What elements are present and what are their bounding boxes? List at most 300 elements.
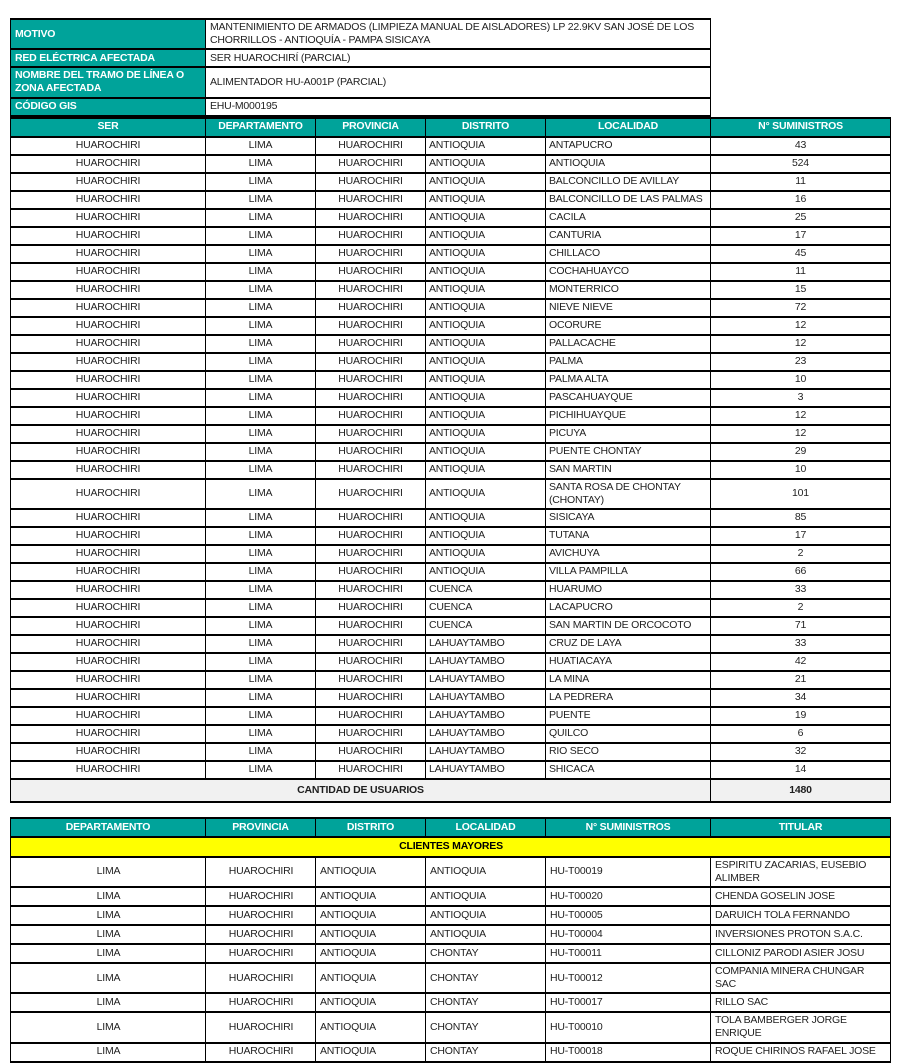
cell-departamento: LIMA [206, 707, 316, 725]
cell-departamento: LIMA [206, 407, 316, 425]
cell-provincia: HUAROCHIRI [206, 1012, 316, 1042]
cell-suministros: 12 [711, 317, 891, 335]
cell-distrito: LAHUAYTAMBO [426, 725, 546, 743]
cell-distrito: LAHUAYTAMBO [426, 635, 546, 653]
cell-suministros: 12 [711, 335, 891, 353]
cell-departamento: LIMA [206, 725, 316, 743]
cell-ser: HUAROCHIRI [11, 443, 206, 461]
table-row [11, 425, 891, 443]
cell-distrito: ANTIOQUIA [426, 527, 546, 545]
info-table [10, 18, 711, 117]
cell-provincia: HUAROCHIRI [206, 906, 316, 925]
cell-distrito: ANTIOQUIA [426, 563, 546, 581]
cell-departamento: LIMA [206, 245, 316, 263]
cell-distrito: ANTIOQUIA [426, 155, 546, 173]
cell-ser: HUAROCHIRI [11, 599, 206, 617]
clientes-mayores-banner: CLIENTES MAYORES [11, 837, 891, 857]
cell-suministros: 2 [711, 545, 891, 563]
cell-titular: CHENDA GOSELIN JOSE [711, 887, 891, 906]
cell-localidad: PICUYA [546, 425, 711, 443]
cell-departamento: LIMA [206, 353, 316, 371]
table-row [11, 209, 891, 227]
cell-provincia: HUAROCHIRI [316, 563, 426, 581]
cell-ser: HUAROCHIRI [11, 527, 206, 545]
cell-distrito: CUENCA [426, 599, 546, 617]
cell-suministros: 15 [711, 281, 891, 299]
table-row [11, 479, 891, 509]
info-value-cell: EHU-M000195 [206, 98, 711, 116]
cell-ser: HUAROCHIRI [11, 563, 206, 581]
cell-provincia: HUAROCHIRI [316, 173, 426, 191]
cell-distrito: ANTIOQUIA [426, 443, 546, 461]
cell-distrito: ANTIOQUIA [426, 509, 546, 527]
cell-suministros: 23 [711, 353, 891, 371]
cell-provincia: HUAROCHIRI [316, 407, 426, 425]
cell-departamento: LIMA [206, 155, 316, 173]
info-label-cell: RED ELÉCTRICA AFECTADA [11, 49, 206, 67]
table-row [11, 689, 891, 707]
cell-localidad: OCORURE [546, 317, 711, 335]
cell-localidad: SAN MARTIN [546, 461, 711, 479]
cell-provincia: HUAROCHIRI [206, 925, 316, 944]
cell-provincia: HUAROCHIRI [316, 281, 426, 299]
cell-localidad: CACILA [546, 209, 711, 227]
cell-distrito: ANTIOQUIA [426, 353, 546, 371]
cell-distrito: ANTIOQUIA [426, 389, 546, 407]
cell-suministro-codigo: HU-T00020 [546, 887, 711, 906]
table-row [11, 761, 891, 779]
cell-distrito: ANTIOQUIA [426, 407, 546, 425]
cell-suministro-codigo: HU-T00012 [546, 963, 711, 993]
cell-departamento: LIMA [206, 509, 316, 527]
cell-localidad: PICHIHUAYQUE [546, 407, 711, 425]
cell-departamento: LIMA [206, 443, 316, 461]
outage-notice-sheet [10, 0, 890, 1063]
cell-ser: HUAROCHIRI [11, 371, 206, 389]
cell-localidad: COCHAHUAYCO [546, 263, 711, 281]
cell-departamento: LIMA [206, 137, 316, 155]
cell-suministros: 524 [711, 155, 891, 173]
cell-provincia: HUAROCHIRI [316, 317, 426, 335]
cell-distrito: ANTIOQUIA [426, 425, 546, 443]
table-row [11, 461, 891, 479]
cell-suministros: 17 [711, 527, 891, 545]
cell-suministros: 21 [711, 671, 891, 689]
column-header: SER [11, 118, 206, 137]
cell-distrito: ANTIOQUIA [426, 461, 546, 479]
cell-provincia: HUAROCHIRI [316, 479, 426, 509]
cell-distrito: ANTIOQUIA [426, 479, 546, 509]
cell-suministros: 71 [711, 617, 891, 635]
cell-departamento: LIMA [206, 425, 316, 443]
cell-ser: HUAROCHIRI [11, 389, 206, 407]
cell-distrito: LAHUAYTAMBO [426, 761, 546, 779]
cell-suministros: 43 [711, 137, 891, 155]
cell-localidad: PALLACACHE [546, 335, 711, 353]
cell-provincia: HUAROCHIRI [316, 263, 426, 281]
cell-departamento: LIMA [206, 545, 316, 563]
cell-departamento: LIMA [206, 263, 316, 281]
cell-departamento: LIMA [11, 993, 206, 1012]
cell-provincia: HUAROCHIRI [316, 461, 426, 479]
cell-localidad: HUATIACAYA [546, 653, 711, 671]
cell-provincia: HUAROCHIRI [316, 545, 426, 563]
cell-ser: HUAROCHIRI [11, 545, 206, 563]
cell-provincia: HUAROCHIRI [316, 743, 426, 761]
cell-localidad: CHONTAY [426, 963, 546, 993]
cell-departamento: LIMA [11, 963, 206, 993]
info-row [11, 49, 711, 67]
info-value-cell: MANTENIMIENTO DE ARMADOS (LIMPIEZA MANUAL DE AISLADORES) LP 22.9KV SAN JOSÉ DE LOS CHORRILLOS - ANTIOQUÍA - PAMPA SISICAYA [206, 19, 711, 49]
cell-localidad: PUENTE [546, 707, 711, 725]
table-row [11, 635, 891, 653]
cell-departamento: LIMA [11, 887, 206, 906]
cell-departamento: LIMA [206, 689, 316, 707]
cell-ser: HUAROCHIRI [11, 245, 206, 263]
cell-departamento: LIMA [206, 371, 316, 389]
cell-distrito: ANTIOQUIA [426, 335, 546, 353]
cell-provincia: HUAROCHIRI [316, 425, 426, 443]
cell-localidad: LACAPUCRO [546, 599, 711, 617]
cell-distrito: ANTIOQUIA [426, 227, 546, 245]
table-row [11, 335, 891, 353]
cell-ser: HUAROCHIRI [11, 299, 206, 317]
cell-ser: HUAROCHIRI [11, 671, 206, 689]
cell-suministros: 101 [711, 479, 891, 509]
cell-provincia: HUAROCHIRI [316, 389, 426, 407]
cell-departamento: LIMA [206, 635, 316, 653]
column-header: PROVINCIA [316, 118, 426, 137]
cell-provincia: HUAROCHIRI [316, 299, 426, 317]
cell-distrito: LAHUAYTAMBO [426, 707, 546, 725]
cell-ser: HUAROCHIRI [11, 479, 206, 509]
cell-suministros: 16 [711, 191, 891, 209]
cell-departamento: LIMA [11, 906, 206, 925]
info-label-cell: CÓDIGO GIS [11, 98, 206, 116]
table-row [11, 563, 891, 581]
table-row [11, 1043, 891, 1062]
cell-localidad: ANTIOQUIA [546, 155, 711, 173]
cell-provincia: HUAROCHIRI [206, 963, 316, 993]
cell-titular: RILLO SAC [711, 993, 891, 1012]
cell-ser: HUAROCHIRI [11, 155, 206, 173]
cell-ser: HUAROCHIRI [11, 761, 206, 779]
cell-distrito: LAHUAYTAMBO [426, 689, 546, 707]
table-row [11, 653, 891, 671]
cell-distrito: ANTIOQUIA [316, 887, 426, 906]
cell-ser: HUAROCHIRI [11, 263, 206, 281]
cell-suministros: 85 [711, 509, 891, 527]
cell-distrito: ANTIOQUIA [426, 209, 546, 227]
cell-suministros: 6 [711, 725, 891, 743]
cell-distrito: LAHUAYTAMBO [426, 671, 546, 689]
cell-localidad: CANTURIA [546, 227, 711, 245]
table-row [11, 993, 891, 1012]
cell-suministros: 11 [711, 263, 891, 281]
cell-suministro-codigo: HU-T00011 [546, 944, 711, 963]
cell-localidad: BALCONCILLO DE LAS PALMAS [546, 191, 711, 209]
cell-provincia: HUAROCHIRI [316, 137, 426, 155]
cell-distrito: ANTIOQUIA [426, 371, 546, 389]
cell-distrito: ANTIOQUIA [316, 1012, 426, 1042]
cell-suministros: 34 [711, 689, 891, 707]
cell-distrito: ANTIOQUIA [426, 263, 546, 281]
cell-localidad: SAN MARTIN DE ORCOCOTO [546, 617, 711, 635]
column-header: LOCALIDAD [426, 818, 546, 837]
table-row [11, 925, 891, 944]
cell-departamento: LIMA [206, 281, 316, 299]
table-row [11, 707, 891, 725]
cell-departamento: LIMA [206, 227, 316, 245]
table-row [11, 317, 891, 335]
cell-suministros: 17 [711, 227, 891, 245]
cell-titular: ROQUE CHIRINOS RAFAEL JOSE [711, 1043, 891, 1062]
cell-localidad: CRUZ DE LAYA [546, 635, 711, 653]
cell-suministros: 42 [711, 653, 891, 671]
cell-ser: HUAROCHIRI [11, 635, 206, 653]
cell-suministros: 66 [711, 563, 891, 581]
cell-suministro-codigo: HU-T00019 [546, 857, 711, 887]
cell-provincia: HUAROCHIRI [316, 635, 426, 653]
cell-ser: HUAROCHIRI [11, 581, 206, 599]
cell-localidad: CHONTAY [426, 993, 546, 1012]
cell-localidad: AVICHUYA [546, 545, 711, 563]
cell-provincia: HUAROCHIRI [316, 725, 426, 743]
info-label-cell: MOTIVO [11, 19, 206, 49]
cell-provincia: HUAROCHIRI [206, 857, 316, 887]
table-row [11, 443, 891, 461]
cell-distrito: ANTIOQUIA [426, 191, 546, 209]
cell-ser: HUAROCHIRI [11, 173, 206, 191]
cell-distrito: ANTIOQUIA [316, 944, 426, 963]
cell-distrito: ANTIOQUIA [316, 993, 426, 1012]
cell-localidad: MONTERRICO [546, 281, 711, 299]
cell-ser: HUAROCHIRI [11, 281, 206, 299]
info-row [11, 19, 711, 49]
cell-localidad: PUENTE CHONTAY [546, 443, 711, 461]
cell-distrito: ANTIOQUIA [316, 963, 426, 993]
cell-ser: HUAROCHIRI [11, 317, 206, 335]
cell-ser: HUAROCHIRI [11, 191, 206, 209]
cell-localidad: LA PEDRERA [546, 689, 711, 707]
cell-departamento: LIMA [206, 173, 316, 191]
cell-departamento: LIMA [206, 581, 316, 599]
table-row [11, 173, 891, 191]
cell-provincia: HUAROCHIRI [316, 671, 426, 689]
table-row [11, 353, 891, 371]
column-header: DISTRITO [316, 818, 426, 837]
cell-departamento: LIMA [206, 761, 316, 779]
clientes-mayores-header-row [11, 818, 891, 837]
cell-provincia: HUAROCHIRI [206, 1043, 316, 1062]
cell-departamento: LIMA [206, 527, 316, 545]
cell-provincia: HUAROCHIRI [316, 191, 426, 209]
cell-ser: HUAROCHIRI [11, 617, 206, 635]
table-row [11, 263, 891, 281]
cell-suministros: 33 [711, 581, 891, 599]
cell-distrito: ANTIOQUIA [426, 545, 546, 563]
table-row [11, 857, 891, 887]
column-header: N° SUMINISTROS [546, 818, 711, 837]
cell-ser: HUAROCHIRI [11, 227, 206, 245]
cell-localidad: CHONTAY [426, 944, 546, 963]
table-row [11, 155, 891, 173]
cell-departamento: LIMA [11, 944, 206, 963]
column-header: N° SUMINISTROS [711, 118, 891, 137]
cell-provincia: HUAROCHIRI [316, 617, 426, 635]
cell-ser: HUAROCHIRI [11, 461, 206, 479]
cell-ser: HUAROCHIRI [11, 653, 206, 671]
cell-suministros: 10 [711, 371, 891, 389]
info-row [11, 98, 711, 116]
table-row [11, 371, 891, 389]
cell-localidad: NIEVE NIEVE [546, 299, 711, 317]
cell-departamento: LIMA [11, 857, 206, 887]
table-row [11, 407, 891, 425]
cell-titular: CILLONIZ PARODI ASIER JOSU [711, 944, 891, 963]
cell-departamento: LIMA [206, 317, 316, 335]
table-row [11, 581, 891, 599]
cell-localidad: PALMA [546, 353, 711, 371]
cell-localidad: CHONTAY [426, 1043, 546, 1062]
cell-distrito: ANTIOQUIA [426, 137, 546, 155]
table-row [11, 743, 891, 761]
cell-provincia: HUAROCHIRI [206, 993, 316, 1012]
total-row [11, 779, 891, 802]
column-header: LOCALIDAD [546, 118, 711, 137]
cell-suministros: 12 [711, 425, 891, 443]
cell-distrito: ANTIOQUIA [426, 173, 546, 191]
cell-ser: HUAROCHIRI [11, 743, 206, 761]
cell-distrito: ANTIOQUIA [426, 299, 546, 317]
cell-distrito: ANTIOQUIA [316, 1043, 426, 1062]
cell-departamento: LIMA [206, 743, 316, 761]
cell-suministros: 2 [711, 599, 891, 617]
column-header: TITULAR [711, 818, 891, 837]
cell-suministro-codigo: HU-T00018 [546, 1043, 711, 1062]
cell-localidad: LA MINA [546, 671, 711, 689]
table-row [11, 299, 891, 317]
cell-departamento: LIMA [206, 461, 316, 479]
column-header: PROVINCIA [206, 818, 316, 837]
column-header: DEPARTAMENTO [11, 818, 206, 837]
cell-suministro-codigo: HU-T00017 [546, 993, 711, 1012]
cell-distrito: ANTIOQUIA [426, 245, 546, 263]
info-row [11, 67, 711, 97]
table-row [11, 545, 891, 563]
cell-suministros: 45 [711, 245, 891, 263]
suministros-header-row [11, 118, 891, 137]
cell-distrito: CUENCA [426, 617, 546, 635]
info-value-cell: SER HUAROCHIRÍ (PARCIAL) [206, 49, 711, 67]
cell-suministros: 12 [711, 407, 891, 425]
cell-provincia: HUAROCHIRI [206, 887, 316, 906]
cell-suministros: 33 [711, 635, 891, 653]
cell-departamento: LIMA [11, 1012, 206, 1042]
cell-suministros: 25 [711, 209, 891, 227]
cell-suministros: 11 [711, 173, 891, 191]
cell-departamento: LIMA [206, 389, 316, 407]
cell-provincia: HUAROCHIRI [316, 353, 426, 371]
cell-localidad: RIO SECO [546, 743, 711, 761]
cell-ser: HUAROCHIRI [11, 407, 206, 425]
cell-distrito: ANTIOQUIA [316, 925, 426, 944]
cell-ser: HUAROCHIRI [11, 425, 206, 443]
cell-provincia: HUAROCHIRI [206, 944, 316, 963]
cell-provincia: HUAROCHIRI [316, 581, 426, 599]
cell-titular: COMPANIA MINERA CHUNGAR SAC [711, 963, 891, 993]
cell-ser: HUAROCHIRI [11, 689, 206, 707]
cell-provincia: HUAROCHIRI [316, 209, 426, 227]
suministros-table [10, 117, 891, 803]
cell-provincia: HUAROCHIRI [316, 443, 426, 461]
cell-departamento: LIMA [206, 209, 316, 227]
cell-departamento: LIMA [206, 599, 316, 617]
cell-ser: HUAROCHIRI [11, 353, 206, 371]
cell-localidad: SISICAYA [546, 509, 711, 527]
cell-provincia: HUAROCHIRI [316, 371, 426, 389]
table-row [11, 906, 891, 925]
cell-distrito: ANTIOQUIA [426, 317, 546, 335]
cell-provincia: HUAROCHIRI [316, 689, 426, 707]
cell-localidad: ANTIOQUIA [426, 925, 546, 944]
cell-localidad: CHILLACO [546, 245, 711, 263]
table-row [11, 191, 891, 209]
cell-suministros: 72 [711, 299, 891, 317]
cell-provincia: HUAROCHIRI [316, 245, 426, 263]
cell-departamento: LIMA [206, 479, 316, 509]
cell-suministro-codigo: HU-T00005 [546, 906, 711, 925]
cell-distrito: LAHUAYTAMBO [426, 653, 546, 671]
cell-distrito: ANTIOQUIA [316, 906, 426, 925]
table-row [11, 887, 891, 906]
table-row [11, 725, 891, 743]
cell-localidad: BALCONCILLO DE AVILLAY [546, 173, 711, 191]
cell-suministro-codigo: HU-T00004 [546, 925, 711, 944]
table-row [11, 245, 891, 263]
cell-distrito: ANTIOQUIA [316, 857, 426, 887]
cell-suministros: 10 [711, 461, 891, 479]
cell-departamento: LIMA [11, 1043, 206, 1062]
cell-ser: HUAROCHIRI [11, 707, 206, 725]
table-row [11, 281, 891, 299]
cell-localidad: ANTIOQUIA [426, 887, 546, 906]
cell-localidad: PASCAHUAYQUE [546, 389, 711, 407]
cell-localidad: CHONTAY [426, 1012, 546, 1042]
cell-departamento: LIMA [206, 191, 316, 209]
cell-provincia: HUAROCHIRI [316, 599, 426, 617]
cell-localidad: VILLA PAMPILLA [546, 563, 711, 581]
cell-ser: HUAROCHIRI [11, 725, 206, 743]
cell-titular: DARUICH TOLA FERNANDO [711, 906, 891, 925]
total-label: CANTIDAD DE USUARIOS [11, 779, 711, 802]
cell-titular: TOLA BAMBERGER JORGE ENRIQUE [711, 1012, 891, 1042]
table-row [11, 671, 891, 689]
cell-departamento: LIMA [11, 925, 206, 944]
cell-titular: ESPIRITU ZACARIAS, EUSEBIO ALIMBER [711, 857, 891, 887]
cell-ser: HUAROCHIRI [11, 137, 206, 155]
info-value-cell: ALIMENTADOR HU-A001P (PARCIAL) [206, 67, 711, 97]
cell-localidad: ANTIOQUIA [426, 857, 546, 887]
cell-localidad: ANTIOQUIA [426, 906, 546, 925]
table-row [11, 509, 891, 527]
cell-provincia: HUAROCHIRI [316, 509, 426, 527]
cell-localidad: ANTAPUCRO [546, 137, 711, 155]
info-label-cell: NOMBRE DEL TRAMO DE LÍNEA O ZONA AFECTADA [11, 67, 206, 97]
cell-provincia: HUAROCHIRI [316, 335, 426, 353]
cell-departamento: LIMA [206, 653, 316, 671]
cell-ser: HUAROCHIRI [11, 509, 206, 527]
